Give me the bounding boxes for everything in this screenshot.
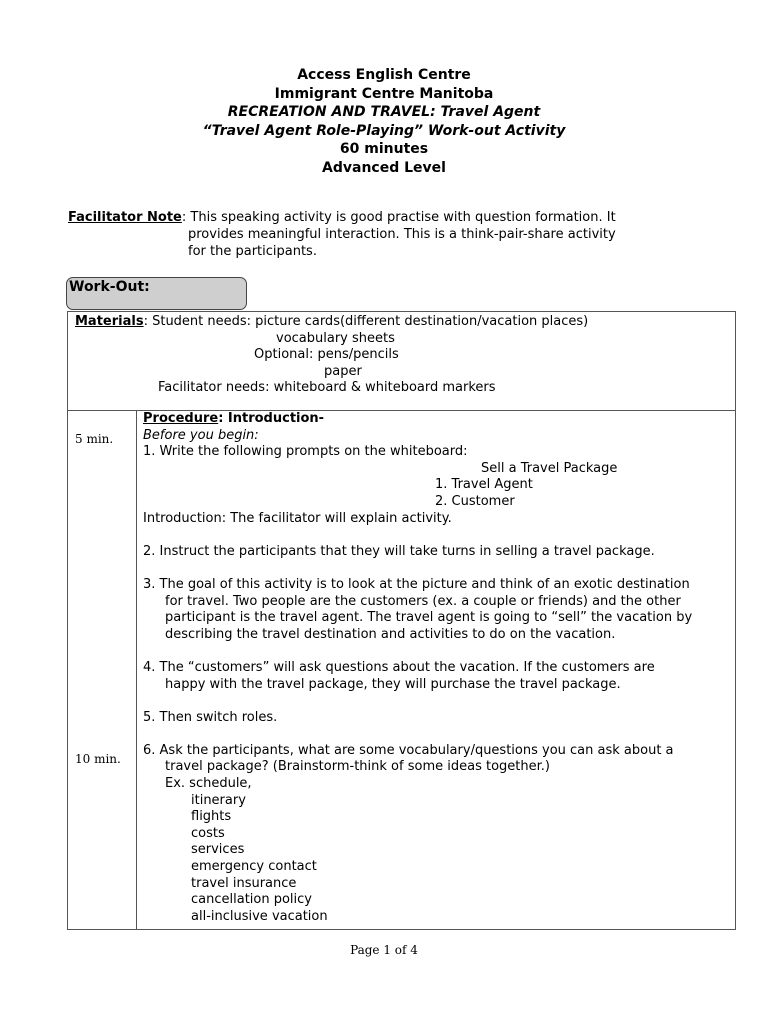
facilitator-note-line-1: : This speaking activity is good practise with question formation. It — [181, 210, 616, 225]
unit-title — [0, 103, 768, 122]
example-first: Ex. schedule, — [165, 776, 252, 792]
sub-org-name: Immigrant Centre Manitoba — [274, 85, 494, 102]
procedure-box — [67, 410, 736, 930]
example-item: emergency contact — [191, 859, 317, 875]
prompt-item-1: 1. Travel Agent — [435, 477, 533, 493]
unit-topic: Travel Agent — [440, 104, 541, 120]
workout-tab-label: Work-Out: — [69, 279, 150, 295]
step-3-line-2: for travel. Two people are the customers (ex. a couple or friends) and the other — [165, 593, 681, 609]
example-item: all-inclusive vacation — [191, 908, 328, 924]
materials-line-5: Facilitator needs: whiteboard & whiteboard markers — [158, 380, 496, 395]
before-you-begin: Before you begin: — [143, 427, 259, 443]
step-6-line-1: 6. Ask the participants, what are some vocabulary/questions you can ask about a — [143, 742, 674, 758]
facilitator-note — [68, 209, 708, 260]
materials-label: Materials — [75, 314, 144, 329]
materials-line-1 — [75, 313, 588, 330]
procedure-heading-label: Procedure — [143, 411, 219, 426]
step-4-line-1: 4. The “customers” will ask questions about the vacation. If the customers are — [143, 659, 655, 675]
page-footer: Page 1 of 4 — [350, 943, 418, 957]
example-item: flights — [191, 809, 232, 825]
prompt-title: Sell a Travel Package — [481, 460, 618, 476]
materials-student-needs: : Student needs: picture cards(different destination/vacation places) — [143, 314, 589, 329]
duration: 60 minutes — [339, 141, 429, 157]
workout-tab — [66, 277, 247, 310]
materials-line-2: vocabulary sheets — [276, 331, 395, 346]
step-5: 5. Then switch roles. — [143, 709, 278, 725]
step-2: 2. Instruct the participants that they will take turns in selling a travel package. — [143, 543, 655, 559]
step-3-line-3: participant is the travel agent. The travel agent is going to “sell” the vacation by — [165, 610, 693, 626]
materials-box — [67, 311, 736, 411]
example-item: itinerary — [191, 792, 246, 808]
step-3-line-4: describing the travel destination and activities to do on the vacation. — [165, 626, 616, 642]
procedure-heading — [143, 411, 733, 428]
column-divider — [136, 411, 137, 929]
materials-line-4: paper — [324, 364, 362, 379]
facilitator-note-line-2: provides meaningful interaction. This is a think-pair-share activity — [188, 227, 616, 242]
title-block — [0, 66, 768, 177]
example-item: costs — [191, 825, 225, 841]
facilitator-note-line-3: for the participants. — [188, 244, 317, 259]
procedure-content — [143, 411, 733, 925]
procedure-heading-rest: : Introduction- — [218, 411, 325, 426]
example-item: services — [191, 842, 245, 858]
time-label-1: 5 min. — [75, 432, 114, 446]
step-4-line-2: happy with the travel package, they will purchase the travel package. — [165, 676, 621, 692]
prompt-item-2: 2. Customer — [435, 493, 515, 509]
org-name: Access English Centre — [297, 67, 471, 83]
time-label-2: 10 min. — [75, 752, 121, 766]
level: Advanced Level — [322, 159, 446, 176]
step-1: 1. Write the following prompts on the whiteboard: — [143, 444, 468, 460]
unit-prefix: RECREATION AND TRAVEL: — [227, 104, 436, 120]
step-6-line-2: travel package? (Brainstorm-think of some ideas together.) — [165, 759, 550, 775]
activity-title: “Travel Agent Role-Playing” Work-out Activity — [202, 122, 566, 139]
example-item: travel insurance — [191, 875, 297, 891]
facilitator-note-label: Facilitator Note — [68, 210, 182, 225]
example-item: cancellation policy — [191, 892, 312, 908]
introduction-line: Introduction: The facilitator will explain activity. — [143, 510, 452, 526]
materials-line-3: Optional: pens/pencils — [254, 347, 399, 362]
step-3-line-1: 3. The goal of this activity is to look at the picture and think of an exotic destination — [143, 576, 690, 592]
